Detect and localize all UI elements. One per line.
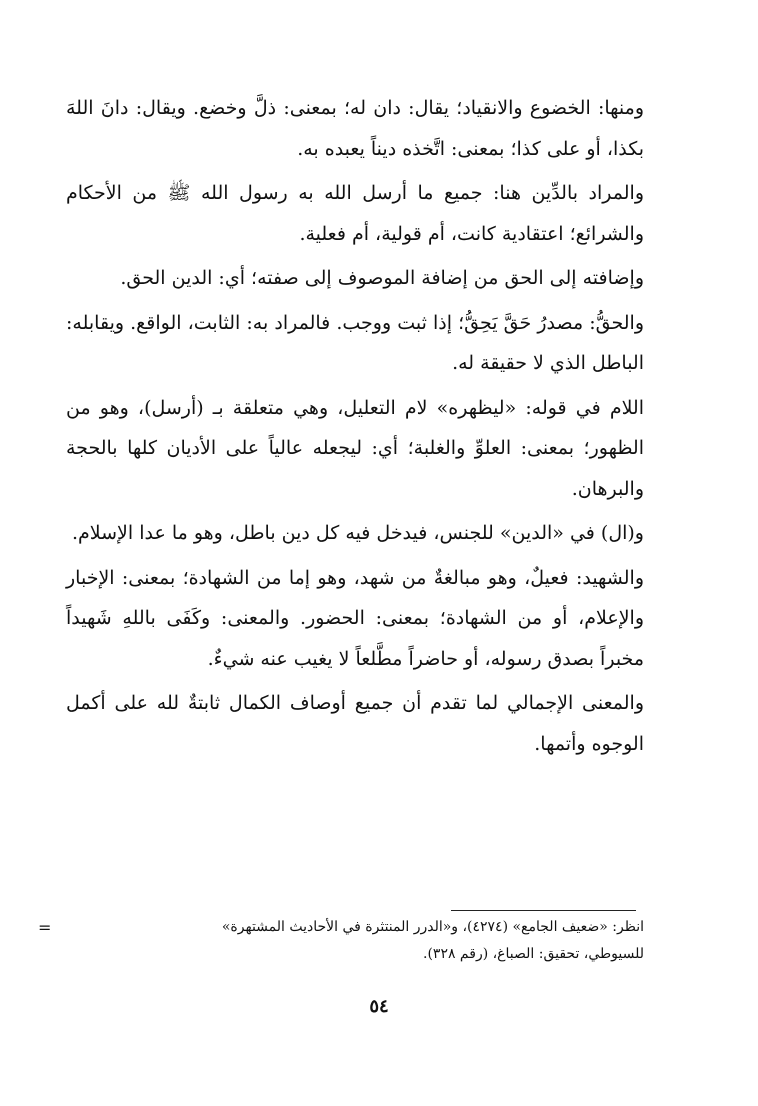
footnote-line: انظر: «ضعيف الجامع» (٤٢٧٤)، و«الدرر المنتثرة في الأحاديث المشتهرة» [221,919,644,935]
footnote-divider [451,910,636,911]
paragraph-meaning-of-witness: والشهيد: فعيلٌ، وهو مبالغةٌ من شهد، وهو إما من الشهادة؛ بمعنى: الإخبار والإعلام، أو من الشهادة؛ بمعنى: الحضور. والمعنى: وكَفَى باللهِ شَهيداً مخبراً بصدق رسوله، أو حاضراً مطَّلعاً لا يغيب عنه شيءٌ. [66,566,644,670]
main-text [66,88,644,768]
page-number: ٥٤ [369,996,389,1017]
footnote-line: للسيوطي، تحقيق: الصباغ، (رقم ٣٢٨). [423,946,644,962]
paragraph-lam-of-purpose: اللام في قوله: «ليظهره» لام التعليل، وهي متعلقة بـ (أرسل)، وهو من الظهور؛ بمعنى: العلوِّ والغلبة؛ أي: ليجعله عالياً على الأديان كلها بالحجة والبرهان. [66,396,644,500]
paragraph-meaning-of-religion: والمراد بالدِّين هنا: جميع ما أرسل الله به رسول الله ﷺ من الأحكام والشرائع؛ اعتقادية كانت، أم قولية، أم فعلية. [66,182,644,245]
paragraph-overall-meaning: والمعنى الإجمالي لما تقدم أن جميع أوصاف الكمال ثابتةٌ لله على أكمل الوجوه وأتمها. [66,692,644,755]
paragraph-meaning-submission: ومنها: الخضوع والانقياد؛ يقال: دان له؛ بمعنى: ذلَّ وخضع. ويقال: دانَ اللهَ بكذا، أو على كذا؛ بمعنى: اتَّخذه ديناً يعبده به. [66,97,644,160]
paragraph-attribution-to-truth: وإضافته إلى الحق من إضافة الموصوف إلى صفته؛ أي: الدين الحق. [120,267,644,289]
footnote-continuation-mark: = [38,918,52,937]
paragraph-meaning-of-truth: والحقُّ: مصدرُ حَقَّ يَحِقُّ؛ إذا ثبت ووجب. فالمراد به: الثابت، الواقع. ويقابله: الباطل الذي لا حقيقة له. [66,311,644,374]
footnote-block [52,914,644,968]
paragraph-definite-article: و(ال) في «الدين» للجنس، فيدخل فيه كل دين باطل، وهو ما عدا الإسلام. [72,522,644,544]
